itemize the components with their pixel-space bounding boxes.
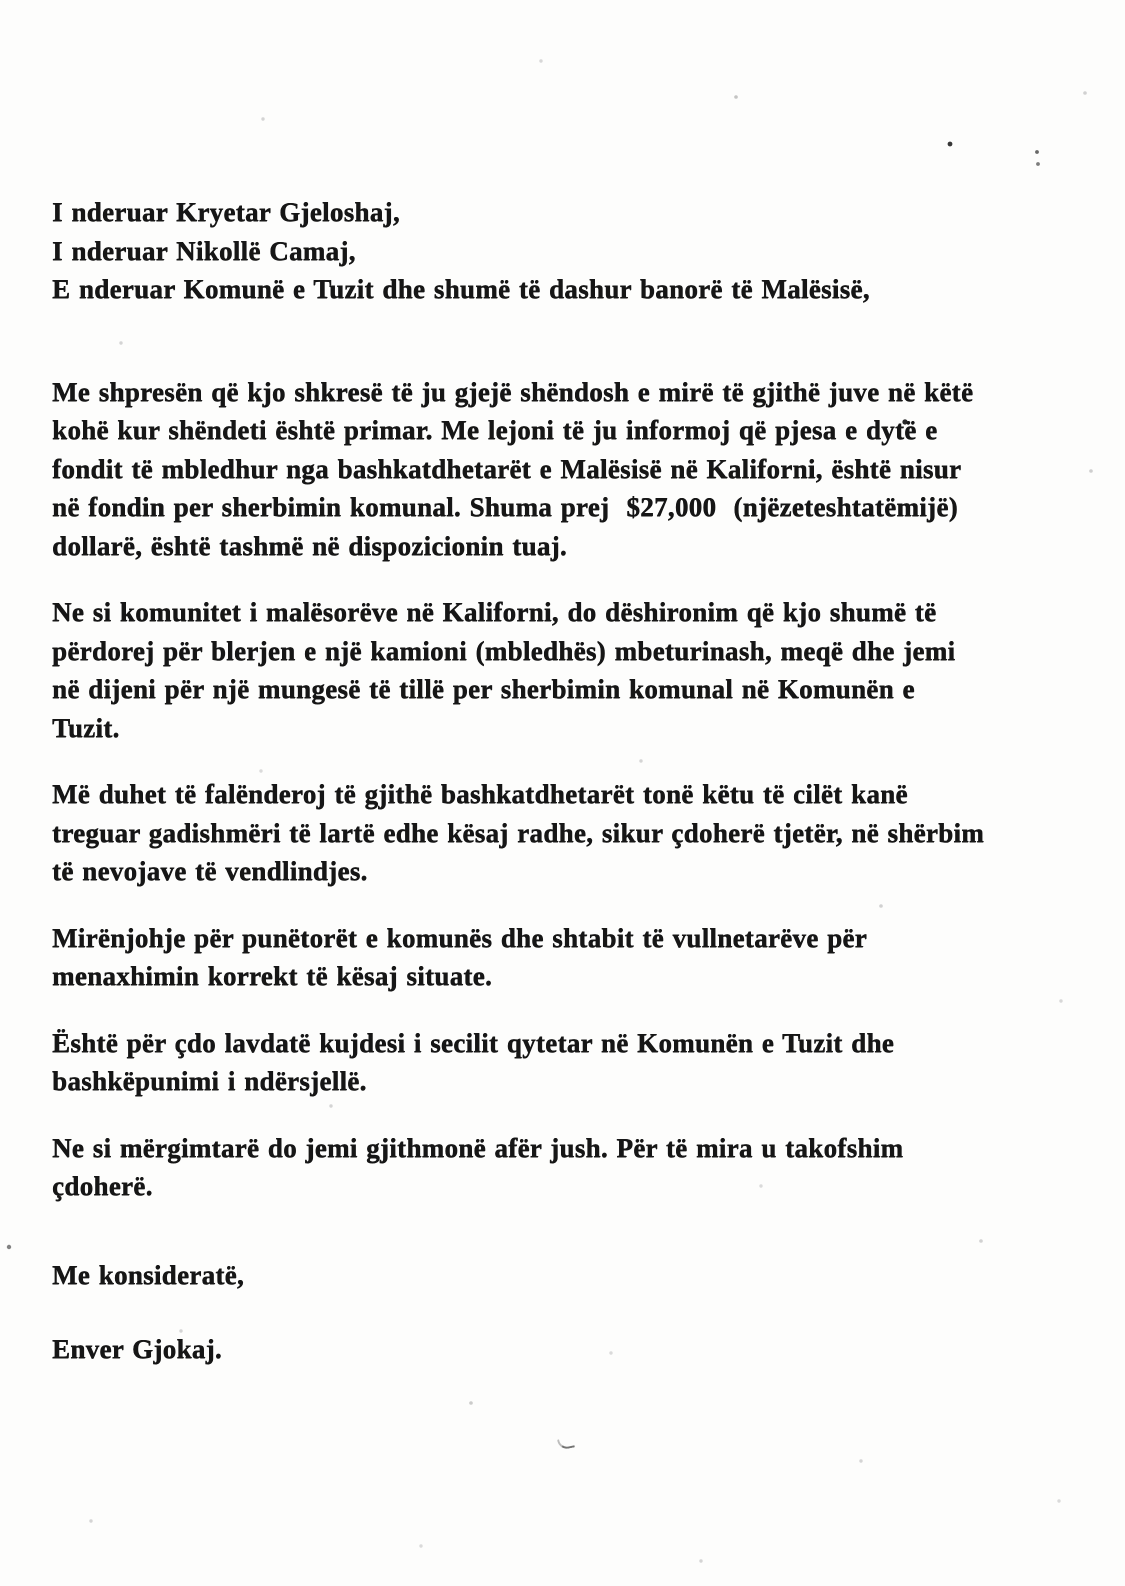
paragraph-line: Mirënjohje për punëtorët e komunës dhe shtabit të vullnetarëve për: [52, 922, 867, 953]
paragraph-line: Tuzit.: [52, 712, 120, 743]
paragraph-line: fondit të mbledhur nga bashkatdhetarët e Malësisë në Kaliforni, është nisur: [52, 453, 962, 484]
paragraph-line: në dijeni për një mungesë të tillë per sherbimin komunal në Komunën e: [52, 674, 915, 704]
letter-body: [52, 193, 1119, 1369]
salutation-block: [52, 193, 1119, 309]
paragraph-line: të nevojave të vendlindjes.: [52, 856, 368, 886]
scan-artifact-mark: [557, 1436, 575, 1450]
paragraph-gratitude-workers: [52, 919, 1119, 996]
salutation-line-3: E nderuar Komunë e Tuzit dhe shumë të dashur banorë të Malësisë,: [52, 274, 870, 304]
signature-name: Enver Gjokaj.: [52, 1334, 222, 1364]
paragraph-line: bashkëpunimi i ndërsjellë.: [52, 1066, 367, 1096]
paragraph-line: çdoherë.: [52, 1171, 153, 1201]
paragraph-truck-purchase: [52, 593, 1119, 747]
paragraph-diaspora-farewell: [52, 1129, 1119, 1206]
paragraph-funds-transfer: [52, 373, 1119, 566]
salutation-line-1: I nderuar Kryetar Gjeloshaj,: [52, 197, 400, 227]
paragraph-thanks-compatriots: [52, 775, 1119, 891]
paragraph-line: përdorej për blerjen e një kamioni (mbledhës) mbeturinash, meqë dhe jemi: [52, 635, 956, 666]
paragraph-line: treguar gadishmëri të lartë edhe kësaj radhe, sikur çdoherë tjetër, në shërbim: [52, 817, 985, 848]
paragraph-line: menaxhimin korrekt të kësaj situate.: [52, 961, 493, 991]
paragraph-line: Më duhet të falënderoj të gjithë bashkatdhetarët tonë këtu të cilët kanë: [52, 779, 908, 809]
paragraph-line: në fondin per sherbimin komunal. Shuma prej $27,000 (njëzeteshtatëmijë): [52, 492, 958, 522]
valediction: Me konsideratë,: [52, 1259, 244, 1290]
paragraph-line: Ne si komunitet i malësorëve në Kaliforni, do dëshironim që kjo shumë të: [52, 597, 937, 627]
paragraph-line: Ne si mërgimtarë do jemi gjithmonë afër jush. Për të mira u takofshim: [52, 1132, 904, 1163]
paragraph-line: dollarë, është tashmë në dispozicionin tuaj.: [52, 530, 567, 561]
closing-block: [52, 1256, 1119, 1369]
paragraph-line: kohë kur shëndeti është primar. Me lejoni të ju informoj që pjesa e dytë e: [52, 415, 938, 445]
paragraph-line: Me shpresën që kjo shkresë të ju gjejë shëndosh e mirë të gjithë juve në këtë: [52, 376, 974, 407]
scan-noise-speckles: [0, 0, 2, 2]
paragraph-line: Është për çdo lavdatë kujdesi i secilit qytetar në Komunën e Tuzit dhe: [52, 1027, 895, 1058]
paragraph-praise-citizens: [52, 1024, 1119, 1101]
salutation-line-2: I nderuar Nikollë Camaj,: [52, 235, 356, 266]
